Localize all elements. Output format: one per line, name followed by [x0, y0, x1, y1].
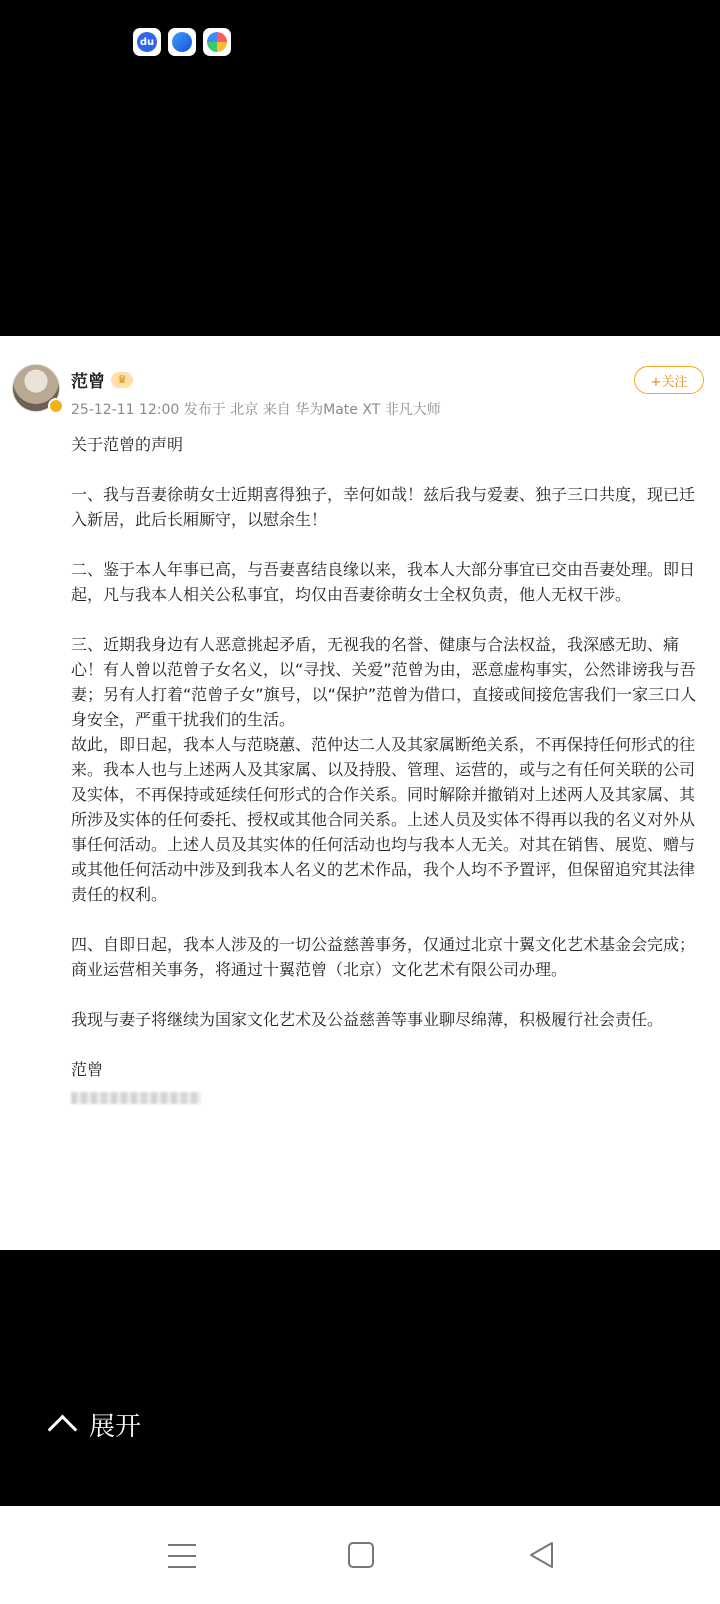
home-square-icon[interactable] — [348, 1542, 374, 1568]
post-content — [71, 432, 697, 1104]
post-meta: 25-12-11 12:00 发布于 北京 来自 华为Mate XT 非凡大师 — [71, 402, 441, 418]
blurred-date — [71, 1092, 201, 1104]
browser-app-icon — [168, 28, 196, 56]
paragraph-4: 故此，即日起，我本人与范晓蕙、范仲达二人及其家属断绝关系，不再保持任何形式的往来。我本人也与上述两人及其家属、以及持股、管理、运营的，或与之有任何关联的公司及实体，不再保持或延续任何形式的合作关系。同时解除并撤销对上述两人及其家属、其所涉及实体的任何委托、授权或其他合同关系。上述人员及实体不得再以我的名义对外从事任何活动。上述人员及其实体的任何活动也均与我本人无关。对其在销售、展览、赠与或其他任何活动中涉及到我本人名义的艺术作品，我个人均不予置评，但保留追究其法律责任的权利。 — [71, 735, 696, 904]
status-bar-icons — [133, 28, 231, 56]
menu-icon[interactable] — [168, 1544, 196, 1577]
post-title: 关于范曾的声明 — [71, 435, 184, 454]
paragraph-3: 三、近期我身边有人恶意挑起矛盾，无视我的名誉、健康与合法权益，我深感无助、痛心！有人曾以范曾子女名义，以“寻找、关爱”范曾为由，恶意虚构事实，公然诽谤我与吾妻；另有人打着“范曾子女”旗号，以“保护”范曾为借口，直接或间接危害我们一家三口人身安全，严重干扰我们的生活。 — [71, 635, 697, 729]
paragraph-2: 二、鉴于本人年事已高，与吾妻喜结良缘以来，我本人大部分事宜已交由吾妻处理。即日起，凡与我本人相关公私事宜，均仅由吾妻徐萌女士全权负责，他人无权干涉。 — [71, 560, 696, 604]
system-nav-bar — [0, 1506, 720, 1604]
paragraph-6: 我现与妻子将继续为国家文化艺术及公益慈善等事业聊尽绵薄，积极履行社会责任。 — [71, 1010, 664, 1029]
author-name[interactable]: 范曾 — [71, 372, 105, 392]
verified-badge-icon — [48, 398, 64, 414]
expand-button[interactable] — [52, 1406, 141, 1443]
baidu-app-icon: du — [133, 28, 161, 56]
gallery-app-icon — [203, 28, 231, 56]
author-row — [71, 367, 133, 392]
crown-icon: ♛ — [111, 372, 133, 388]
expand-label: 展开 — [89, 1412, 142, 1442]
paragraph-5: 四、自即日起，我本人涉及的一切公益慈善事务，仅通过北京十翼文化艺术基金会完成；商业运营相关事务，将通过十翼范曾（北京）文化艺术有限公司办理。 — [71, 935, 696, 979]
paragraph-1: 一、我与吾妻徐萌女士近期喜得独子，幸何如哉！兹后我与爱妻、独子三口共度，现已迁入新居，此后长厢厮守，以慰余生！ — [71, 485, 696, 529]
signature: 范曾 — [71, 1060, 104, 1079]
weibo-post — [0, 336, 720, 1250]
follow-button[interactable]: +关注 — [634, 366, 704, 394]
chevron-up-icon — [48, 1415, 78, 1445]
